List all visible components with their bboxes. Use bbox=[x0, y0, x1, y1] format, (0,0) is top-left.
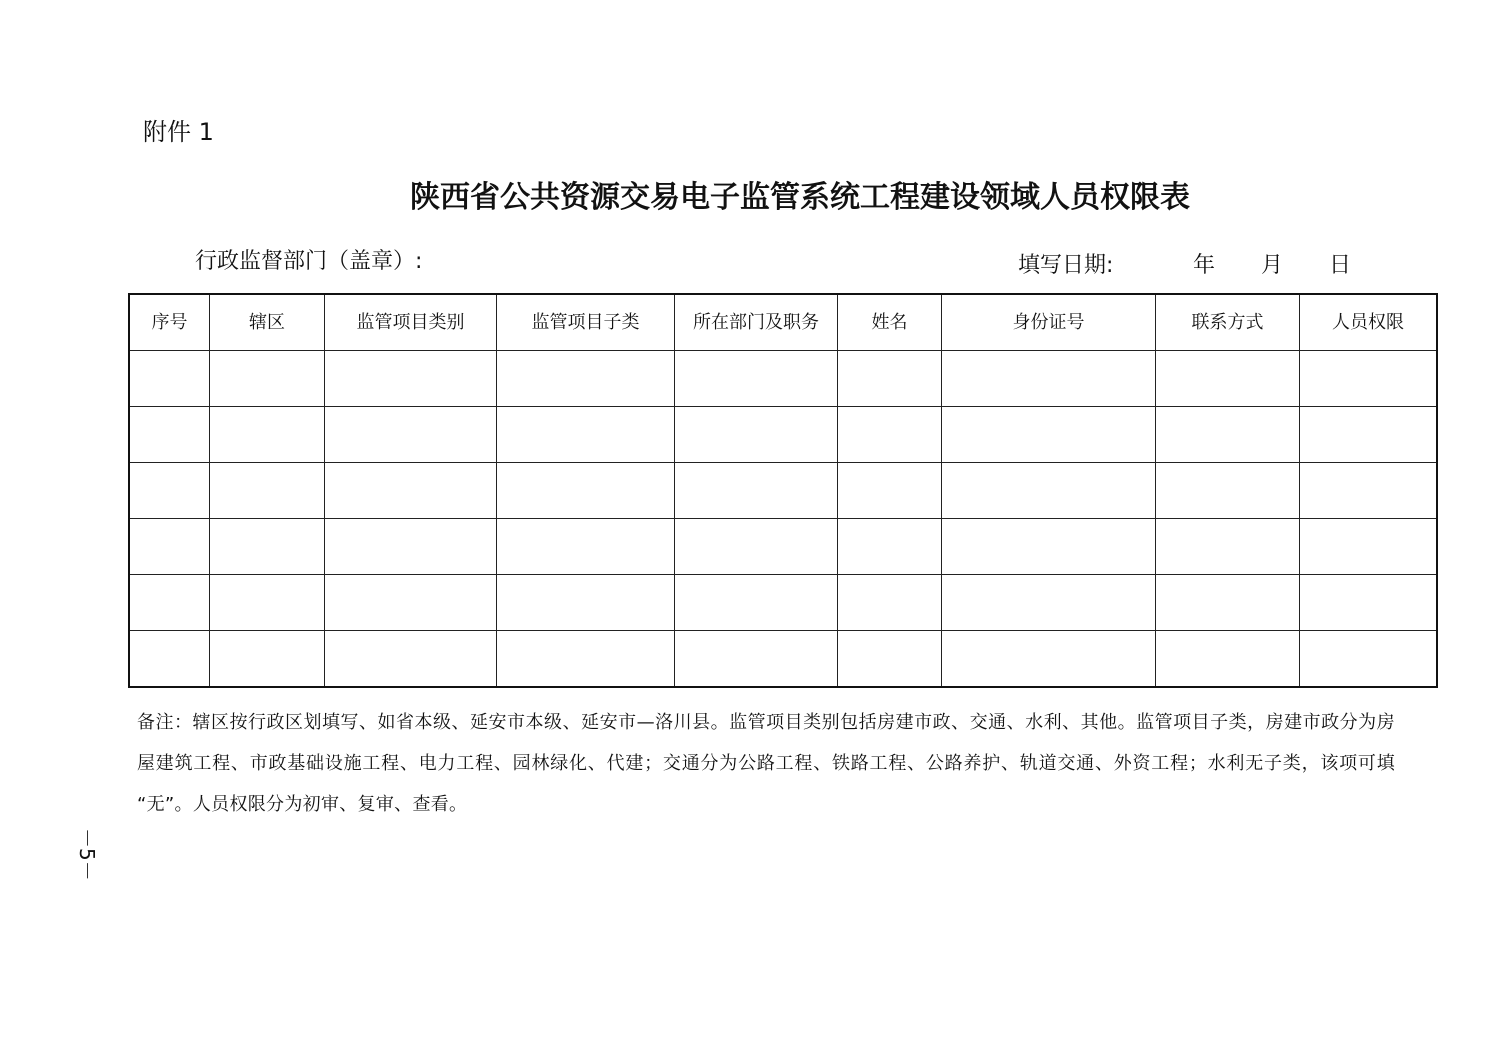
column-header: 辖区 bbox=[210, 294, 325, 351]
table-cell[interactable] bbox=[675, 575, 838, 631]
table-row bbox=[129, 407, 1437, 463]
column-header: 身份证号 bbox=[942, 294, 1156, 351]
notes: 备注：辖区按行政区划填写、如省本级、延安市本级、延安市—洛川县。监管项目类别包括房建市政、交通、水利、其他。监管项目子类，房建市政分为房屋建筑工程、市政基础设施工程、电力工程、园林绿化、代建；交通分为公路工程、铁路工程、公路养护、轨道交通、外资工程；水利无子类，该项可填 “无”。人员权限分为初审、复审、查看。 bbox=[137, 712, 1395, 815]
table-cell[interactable] bbox=[1300, 351, 1438, 407]
table-cell[interactable] bbox=[675, 351, 838, 407]
table-cell[interactable] bbox=[1156, 519, 1300, 575]
table-cell[interactable] bbox=[1156, 351, 1300, 407]
table-cell[interactable] bbox=[497, 631, 675, 688]
date-year: 年 bbox=[1193, 253, 1216, 278]
table-cell[interactable] bbox=[129, 631, 210, 688]
table-cell[interactable] bbox=[675, 407, 838, 463]
column-header: 监管项目子类 bbox=[497, 294, 675, 351]
table-cell[interactable] bbox=[942, 407, 1156, 463]
table-cell[interactable] bbox=[838, 519, 942, 575]
table-cell[interactable] bbox=[675, 519, 838, 575]
table-cell[interactable] bbox=[1300, 519, 1438, 575]
table-cell[interactable] bbox=[497, 407, 675, 463]
table-cell[interactable] bbox=[675, 463, 838, 519]
column-header: 联系方式 bbox=[1156, 294, 1300, 351]
table-cell[interactable] bbox=[325, 407, 497, 463]
table-row bbox=[129, 631, 1437, 688]
table-cell[interactable] bbox=[325, 463, 497, 519]
table-cell[interactable] bbox=[210, 351, 325, 407]
date-label: 填写日期: bbox=[1018, 253, 1114, 278]
date-day: 日 bbox=[1329, 253, 1352, 278]
table-cell[interactable] bbox=[942, 351, 1156, 407]
personnel-permission-table bbox=[128, 293, 1438, 688]
table-cell[interactable] bbox=[1156, 407, 1300, 463]
table-row bbox=[129, 351, 1437, 407]
table-cell[interactable] bbox=[210, 463, 325, 519]
table-cell[interactable] bbox=[1300, 463, 1438, 519]
column-header: 姓名 bbox=[838, 294, 942, 351]
dept-seal-label: 行政监督部门（盖章）: bbox=[195, 249, 423, 274]
fill-date bbox=[1018, 248, 1351, 279]
table-cell[interactable] bbox=[675, 631, 838, 688]
table-cell[interactable] bbox=[210, 519, 325, 575]
attachment-label: 附件 1 bbox=[143, 118, 214, 146]
table-cell[interactable] bbox=[838, 575, 942, 631]
table-cell[interactable] bbox=[129, 519, 210, 575]
table-cell[interactable] bbox=[210, 575, 325, 631]
column-header: 序号 bbox=[129, 294, 210, 351]
table-cell[interactable] bbox=[1300, 631, 1438, 688]
column-header: 所在部门及职务 bbox=[675, 294, 838, 351]
table-cell[interactable] bbox=[325, 575, 497, 631]
table-cell[interactable] bbox=[210, 407, 325, 463]
table-cell[interactable] bbox=[497, 463, 675, 519]
table-cell[interactable] bbox=[1156, 631, 1300, 688]
table-cell[interactable] bbox=[129, 575, 210, 631]
table-cell[interactable] bbox=[942, 519, 1156, 575]
table-cell[interactable] bbox=[325, 631, 497, 688]
page-number: －5－ bbox=[75, 828, 99, 881]
table-cell[interactable] bbox=[129, 351, 210, 407]
table-cell[interactable] bbox=[1300, 575, 1438, 631]
table-cell[interactable] bbox=[838, 631, 942, 688]
table-cell[interactable] bbox=[942, 463, 1156, 519]
table-cell[interactable] bbox=[1156, 463, 1300, 519]
table-cell[interactable] bbox=[838, 407, 942, 463]
document-title: 陕西省公共资源交易电子监管系统工程建设领域人员权限表 bbox=[410, 180, 1190, 215]
date-month: 月 bbox=[1261, 253, 1284, 278]
table-cell[interactable] bbox=[942, 575, 1156, 631]
table-cell[interactable] bbox=[1300, 407, 1438, 463]
table-cell[interactable] bbox=[325, 351, 497, 407]
column-header: 监管项目类别 bbox=[325, 294, 497, 351]
table-row bbox=[129, 463, 1437, 519]
table-cell[interactable] bbox=[129, 407, 210, 463]
table-cell[interactable] bbox=[210, 631, 325, 688]
table-cell[interactable] bbox=[942, 631, 1156, 688]
table-cell[interactable] bbox=[838, 463, 942, 519]
table-cell[interactable] bbox=[497, 351, 675, 407]
column-header: 人员权限 bbox=[1300, 294, 1438, 351]
table-cell[interactable] bbox=[325, 519, 497, 575]
table-cell[interactable] bbox=[1156, 575, 1300, 631]
table-cell[interactable] bbox=[497, 519, 675, 575]
table-cell[interactable] bbox=[497, 575, 675, 631]
table-cell[interactable] bbox=[129, 463, 210, 519]
table-row bbox=[129, 519, 1437, 575]
table-cell[interactable] bbox=[838, 351, 942, 407]
table-row bbox=[129, 575, 1437, 631]
